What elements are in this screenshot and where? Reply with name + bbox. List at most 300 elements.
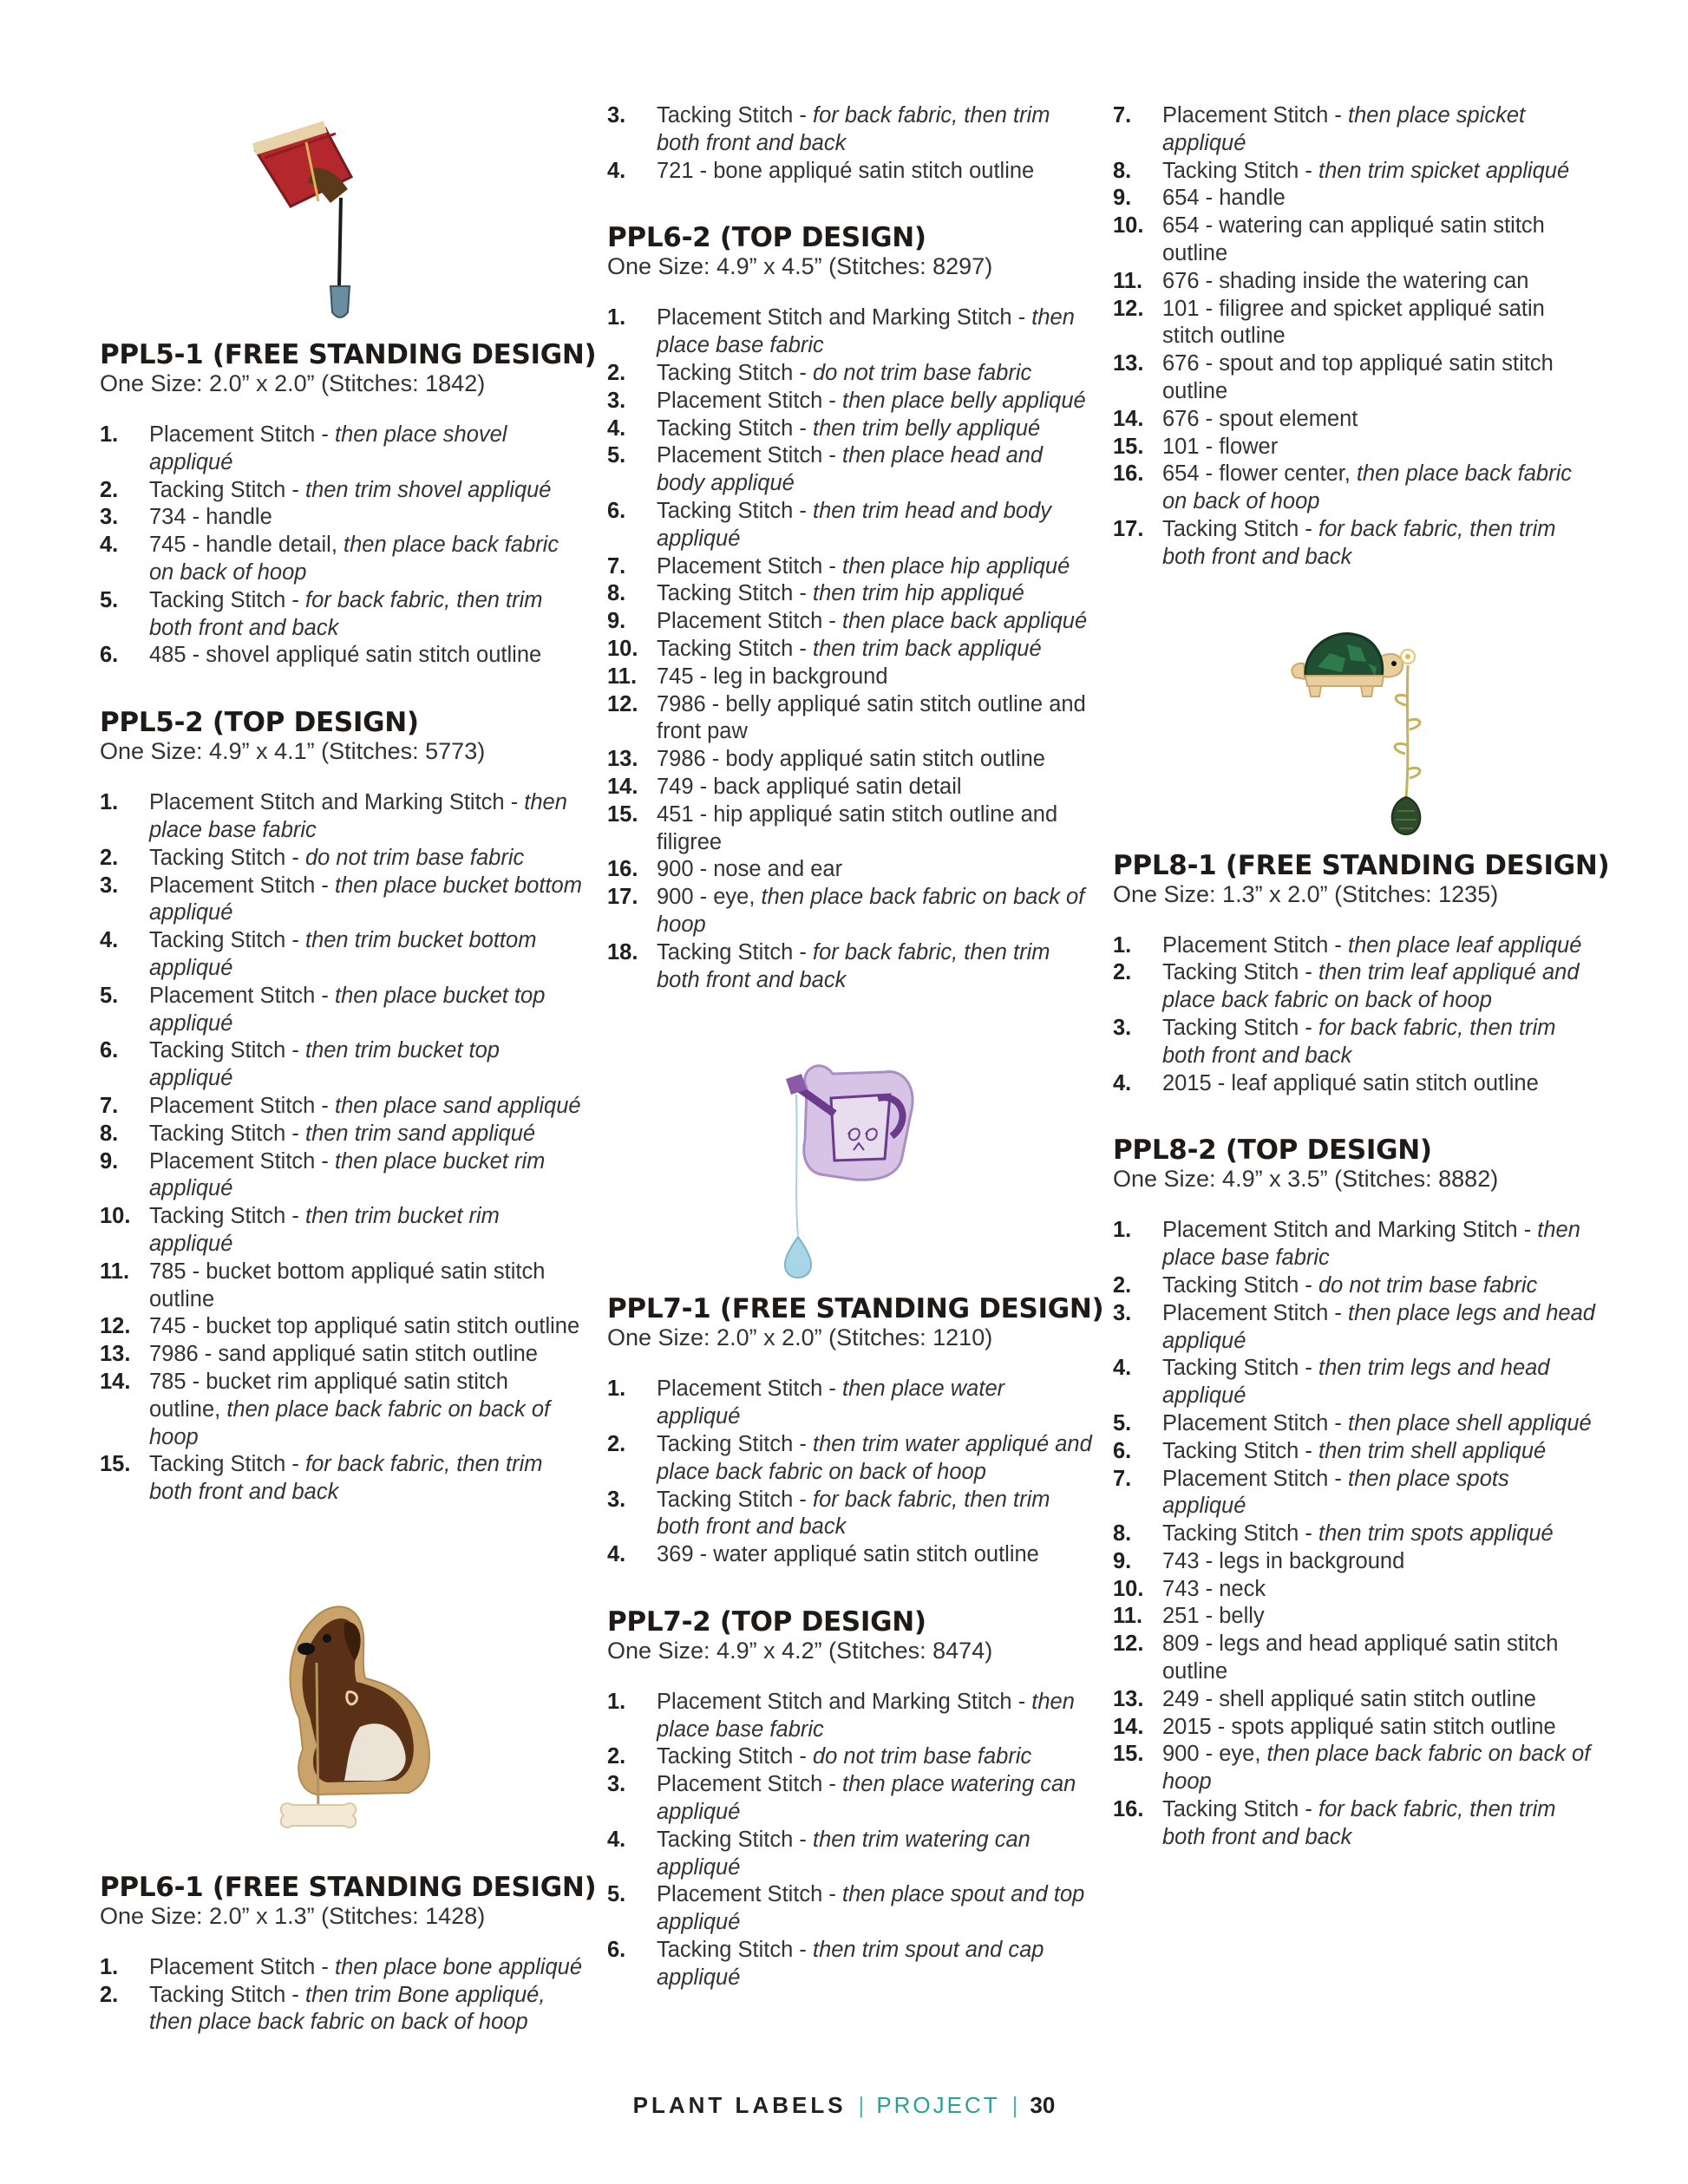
list-item [100,789,586,845]
watering-can-embroidery-image [607,1048,1093,1282]
list-item [100,845,586,873]
list-item [100,1037,586,1093]
step-number: 2. [607,360,626,385]
step-number: 6. [100,643,119,668]
list-item [100,504,586,532]
step-number: 3. [100,873,119,898]
step-text: Tacking Stitch - [657,415,813,441]
list-item [607,939,1093,995]
step-note: do not trim base fabric [304,845,525,870]
list-item [1113,1520,1599,1548]
step-number: 8. [1113,158,1132,183]
step-note: then trim leaf appliqué and place back fabric on back of hoop [1162,960,1580,1013]
list-item [607,636,1093,664]
list-item [1113,213,1599,268]
list-item [607,801,1093,857]
step-number: 3. [607,388,626,413]
step-note: then trim hip appliqué [812,581,1024,606]
step-number: 11. [1113,1604,1143,1629]
step-number: 12. [1113,296,1144,321]
step-note: then place spots appliqué [1162,1466,1509,1519]
step-text: Tacking Stitch - [657,1827,813,1852]
step-note: for back fabric, then trim both front and back [657,939,1050,992]
step-text: 745 - bucket top appliqué satin stitch outline [149,1314,580,1339]
list-item [607,442,1093,498]
step-number: 2. [100,1982,119,2007]
section-size: One Size: 4.9” x 3.5” (Stitches: 8882) [1113,1166,1499,1193]
section-ppl8-2 [1113,1135,1599,1851]
step-text: 676 - spout and top appliqué satin stitch outline [1162,351,1554,403]
step-list [100,1954,586,2037]
step-number: 5. [100,983,119,1008]
step-text: 809 - legs and head appliqué satin stitch outline [1162,1631,1559,1684]
step-number: 11. [100,1259,130,1284]
list-item [607,1431,1093,1487]
section-ppl5-1 [100,339,597,670]
step-list [1113,932,1599,1098]
step-number: 4. [607,1827,626,1852]
section-size: One Size: 4.9” x 4.5” (Stitches: 8297) [607,253,993,280]
step-number: 6. [1113,1438,1132,1463]
step-number: 5. [1113,1410,1132,1435]
list-item [607,102,1093,158]
step-note: then trim spout and cap appliqué [657,1938,1044,1990]
step-note: do not trim base fabric [1318,1272,1538,1298]
step-text: Tacking Stitch - [657,103,813,128]
list-item [1113,406,1599,434]
step-text: Tacking Stitch - [1162,1015,1318,1040]
step-text: 900 - eye, [657,885,762,910]
step-note: then place back appliqué [842,609,1088,634]
list-item [1113,296,1599,351]
step-number: 14. [100,1369,131,1394]
step-number: 17. [607,885,638,910]
step-number: 1. [607,1376,626,1402]
step-number: 1. [607,1689,626,1714]
step-number: 3. [607,103,626,128]
step-note: then place shovel appliqué [149,422,507,474]
list-item [607,1827,1093,1882]
turtle-embroidery-image [1113,615,1599,840]
step-text: Placement Stitch - [657,609,842,634]
step-number: 11. [607,664,638,689]
list-item [607,360,1093,388]
footer-section-label: PROJECT [876,2092,1000,2118]
step-note: then place base fabric [149,790,567,842]
step-text: Tacking Stitch - [657,1744,813,1769]
step-number: 3. [607,1772,626,1797]
list-item [1113,350,1599,406]
step-number: 5. [607,443,626,468]
list-item [1113,1714,1599,1742]
step-number: 13. [607,747,638,772]
list-item [1113,102,1599,158]
step-number: 2. [100,845,119,870]
step-text: 785 - bucket rim appliqué satin stitch outline, [149,1369,508,1422]
step-text: 676 - spout element [1162,406,1358,431]
step-number: 1. [1113,1218,1132,1243]
step-note: then place base fabric [1162,1218,1580,1271]
step-text: 745 - handle detail, [149,533,343,558]
step-text: Placement Stitch - [149,1093,335,1118]
list-item [100,873,586,928]
step-number: 1. [100,422,119,447]
list-item [100,1093,586,1121]
step-note: then trim watering can appliqué [657,1827,1030,1880]
step-text: Placement Stitch and Marking Stitch - [149,790,525,815]
list-item [607,415,1093,443]
list-item [1113,268,1599,296]
step-number: 14. [1113,1714,1144,1739]
section-size: One Size: 2.0” x 2.0” (Stitches: 1842) [100,370,486,396]
step-text: Placement Stitch and Marking Stitch - [657,1689,1032,1714]
list-item [100,1369,586,1451]
step-text: Tacking Stitch - [657,581,813,606]
step-number: 8. [1113,1521,1132,1546]
section-size: One Size: 4.9” x 4.1” (Stitches: 5773) [100,738,486,765]
step-number: 15. [100,1452,131,1477]
step-number: 7. [1113,1466,1132,1491]
step-text: Tacking Stitch - [149,1121,305,1146]
column-left [100,102,597,2037]
list-item [100,1451,586,1507]
list-item [607,580,1093,608]
step-number: 3. [100,505,119,530]
step-note: then place shell appliqué [1348,1410,1592,1435]
list-item [100,422,586,477]
step-text: Placement Stitch - [657,388,842,413]
list-item [607,1487,1093,1542]
step-number: 9. [100,1148,119,1174]
step-text: Placement Stitch - [149,873,335,898]
list-item [1113,1603,1599,1631]
section-size: One Size: 2.0” x 2.0” (Stitches: 1210) [607,1324,993,1351]
step-text: Placement Stitch - [1162,1300,1348,1325]
step-number: 1. [100,1954,119,1979]
step-list [100,422,586,670]
step-number: 6. [607,498,626,523]
section-title: PPL6-2 (TOP DESIGN) [607,222,926,254]
list-item [607,1881,1093,1937]
step-number: 9. [607,609,626,634]
step-number: 7. [1113,103,1132,128]
list-item [607,1376,1093,1431]
step-number: 1. [1113,932,1132,958]
step-note: then place hip appliqué [842,553,1070,579]
step-number: 8. [607,581,626,606]
step-number: 11. [1113,268,1143,293]
list-item [607,1937,1093,1992]
step-text: Placement Stitch - [1162,103,1348,128]
step-number: 1. [607,305,626,330]
step-number: 4. [100,533,119,558]
section-ppl7-2-continued [1113,102,1599,572]
column-middle [607,102,1104,1992]
list-item [1113,1070,1599,1098]
step-text: Placement Stitch and Marking Stitch - [657,305,1032,330]
list-item [1113,1576,1599,1604]
list-item [1113,1796,1599,1852]
list-item [607,1541,1093,1569]
step-number: 14. [1113,406,1144,431]
step-number: 2. [100,477,119,502]
list-item [100,477,586,505]
list-item [607,691,1093,747]
step-note: then place back fabric on back of hoop [1162,461,1573,514]
step-number: 10. [1113,1576,1144,1601]
list-item [100,1954,586,1982]
list-item [1113,158,1599,186]
list-item [100,1203,586,1259]
step-number: 6. [100,1038,119,1063]
step-text: 745 - leg in background [657,664,888,689]
footer-separator: | [858,2092,865,2118]
step-text: Placement Stitch - [1162,1466,1348,1491]
step-text: Tacking Stitch - [657,498,813,523]
step-note: then place belly appliqué [842,388,1086,413]
step-text: 485 - shovel appliqué satin stitch outline [149,643,542,668]
list-item [1113,1466,1599,1521]
step-number: 15. [607,801,638,827]
list-item [607,1743,1093,1771]
step-number: 12. [607,691,638,716]
step-number: 7. [607,553,626,579]
step-text: 101 - filigree and spicket appliqué satin stitch outline [1162,296,1545,349]
step-text: 451 - hip appliqué satin stitch outline and filigree [657,801,1058,854]
section-title: PPL5-1 (FREE STANDING DESIGN) [100,339,597,370]
step-text: 749 - back appliqué satin detail [657,774,962,799]
step-note: then trim spicket appliqué [1318,158,1570,183]
list-item [1113,1438,1599,1466]
step-text: Tacking Stitch - [1162,960,1318,985]
step-note: then place spout and top appliqué [657,1882,1085,1935]
step-number: 6. [607,1938,626,1963]
step-note: then place base fabric [657,305,1075,358]
step-list [607,1689,1093,1992]
step-text: Tacking Stitch - [657,939,813,964]
step-text: Tacking Stitch - [149,928,305,953]
section-size: One Size: 4.9” x 4.2” (Stitches: 8474) [607,1637,993,1664]
page-number: 30 [1030,2092,1056,2118]
step-note: then place back fabric on back of hoop [149,1396,551,1449]
list-item [100,532,586,587]
step-text: 7986 - body appliqué satin stitch outline [657,747,1045,772]
list-item [100,1121,586,1148]
step-note: then trim water appliqué and place back fabric on back of hoop [657,1431,1092,1484]
step-text: Tacking Stitch - [149,1038,305,1063]
step-note: then trim belly appliqué [812,415,1041,441]
list-item [607,304,1093,360]
step-text: Tacking Stitch - [149,1982,305,2007]
step-number: 16. [1113,461,1144,487]
list-item [607,1771,1093,1827]
step-note: do not trim base fabric [812,360,1032,385]
shovel-embroidery-image [100,113,586,340]
step-note: then place watering can appliqué [657,1772,1076,1825]
step-note: then place base fabric [657,1689,1075,1742]
step-text: 900 - eye, [1162,1742,1267,1767]
section-ppl6-1 [100,1871,597,2037]
step-list [607,1376,1093,1569]
step-note: then place head and body appliqué [657,443,1044,496]
step-text: Tacking Stitch - [1162,1521,1318,1546]
step-text: 654 - handle [1162,186,1286,211]
step-text: 369 - water appliqué satin stitch outline [657,1542,1039,1567]
step-number: 4. [607,415,626,441]
list-item [607,498,1093,553]
step-text: 743 - legs in background [1162,1548,1405,1573]
step-number: 8. [100,1121,119,1146]
step-text: Tacking Stitch - [657,1487,813,1512]
section-ppl6-2 [607,223,1093,994]
step-number: 9. [1113,1548,1132,1573]
list-item [1113,1548,1599,1576]
step-note: for back fabric, then trim both front and back [1162,1015,1556,1068]
list-item [1113,932,1599,960]
list-item [100,1313,586,1341]
section-ppl5-2 [100,708,586,1507]
list-item [1113,1686,1599,1714]
step-text: Tacking Stitch - [1162,516,1318,541]
step-text: 785 - bucket bottom appliqué satin stitch outline [149,1259,546,1311]
step-note: then trim bucket bottom appliqué [149,928,537,980]
list-item [607,553,1093,581]
step-number: 2. [607,1431,626,1456]
step-note: then place back fabric on back of hoop [1162,1742,1591,1795]
list-item [100,1148,586,1204]
list-item [1113,959,1599,1015]
step-note: for back fabric, then trim both front and back [1162,516,1556,569]
step-text: Placement Stitch - [657,1376,842,1402]
step-text: Placement Stitch - [149,983,335,1008]
step-note: for back fabric, then trim both front and back [149,587,543,640]
step-number: 13. [1113,351,1144,376]
step-text: Placement Stitch - [657,1772,842,1797]
step-text: Tacking Stitch - [1162,1438,1318,1463]
step-text: 251 - belly [1162,1604,1265,1629]
step-note: then trim head and body appliqué [657,498,1052,551]
list-item [100,1259,586,1314]
step-list [1113,102,1599,572]
list-item [607,608,1093,636]
list-item [1113,1272,1599,1300]
step-number: 2. [1113,1272,1132,1298]
list-item [100,927,586,983]
step-text: 900 - nose and ear [657,857,843,882]
step-text: Placement Stitch - [657,1882,842,1907]
list-item [607,884,1093,939]
step-text: 676 - shading inside the watering can [1162,268,1529,293]
step-number: 18. [607,939,638,964]
step-number: 10. [607,636,638,661]
step-number: 3. [1113,1300,1132,1325]
step-number: 5. [607,1882,626,1907]
step-note: then trim Bone appliqué, then place back fabric on back of hoop [149,1982,546,2035]
section-ppl8-1 [1113,849,1610,1098]
list-item [607,856,1093,884]
step-text: Tacking Stitch - [657,636,813,661]
list-item [100,983,586,1038]
step-note: for back fabric, then trim both front and back [149,1452,543,1505]
list-item [1113,1015,1599,1070]
step-text: 7986 - belly appliqué satin stitch outline and front paw [657,691,1086,744]
step-note: then place legs and head appliqué [1162,1300,1595,1353]
step-number: 5. [100,587,119,612]
step-number: 4. [100,928,119,953]
step-text: 2015 - leaf appliqué satin stitch outline [1162,1070,1539,1095]
step-text: 654 - flower center, [1162,461,1357,487]
step-note: then trim shovel appliqué [304,477,552,502]
list-item [100,642,586,670]
step-number: 1. [100,790,119,815]
step-list [1113,1217,1599,1851]
step-text: 654 - watering can appliqué satin stitch outline [1162,213,1545,265]
step-number: 12. [100,1314,131,1339]
step-text: Tacking Stitch - [1162,1797,1318,1822]
step-number: 3. [607,1487,626,1512]
step-note: do not trim base fabric [812,1744,1032,1769]
step-note: then place bucket rim appliqué [149,1148,546,1201]
section-title: PPL8-2 (TOP DESIGN) [1113,1135,1432,1167]
step-note: then trim legs and head appliqué [1162,1356,1550,1409]
step-list [100,789,586,1507]
column-right [1113,102,1610,1852]
step-text: Tacking Stitch - [657,360,813,385]
step-note: then trim shell appliqué [1318,1438,1547,1463]
step-text: Placement Stitch - [149,1148,335,1174]
step-number: 16. [1113,1797,1144,1822]
step-number: 14. [607,774,638,799]
step-text: Placement Stitch - [149,1954,335,1979]
step-text: Tacking Stitch - [657,1938,813,1963]
footer-separator: | [1011,2092,1018,2118]
list-item [1113,1300,1599,1356]
step-number: 7. [100,1093,119,1118]
step-number: 2. [607,1744,626,1769]
step-text: Tacking Stitch - [149,845,305,870]
list-item [1113,1355,1599,1410]
list-item [1113,1631,1599,1686]
step-text: Tacking Stitch - [149,1452,305,1477]
step-note: then trim sand appliqué [304,1121,536,1146]
section-ppl6-1-continued [607,102,1093,185]
step-list [607,304,1093,994]
step-text: Tacking Stitch - [657,1431,813,1456]
step-note: for back fabric, then trim both front and back [657,1487,1050,1540]
step-number: 13. [1113,1686,1144,1711]
list-item [607,774,1093,801]
step-number: 3. [1113,1015,1132,1040]
list-item [1113,434,1599,461]
step-note: then trim back appliqué [812,636,1042,661]
step-text: 101 - flower [1162,434,1279,459]
step-note: for back fabric, then trim both front and back [1162,1797,1556,1849]
step-text: Tacking Stitch - [149,587,305,612]
section-ppl7-1 [607,1293,1104,1569]
step-text: 721 - bone appliqué satin stitch outline [657,158,1035,183]
step-number: 4. [1113,1356,1132,1381]
section-title: PPL7-2 (TOP DESIGN) [607,1605,926,1638]
step-number: 4. [607,158,626,183]
list-item [607,664,1093,691]
step-note: then place water appliqué [657,1376,1005,1429]
step-text: Placement Stitch - [1162,932,1348,958]
step-note: for back fabric, then trim both front and back [657,103,1050,155]
footer-title: PLANT LABELS [632,2092,847,2118]
step-text: Placement Stitch - [149,422,335,447]
step-number: 17. [1113,516,1144,541]
step-number: 10. [100,1204,131,1229]
